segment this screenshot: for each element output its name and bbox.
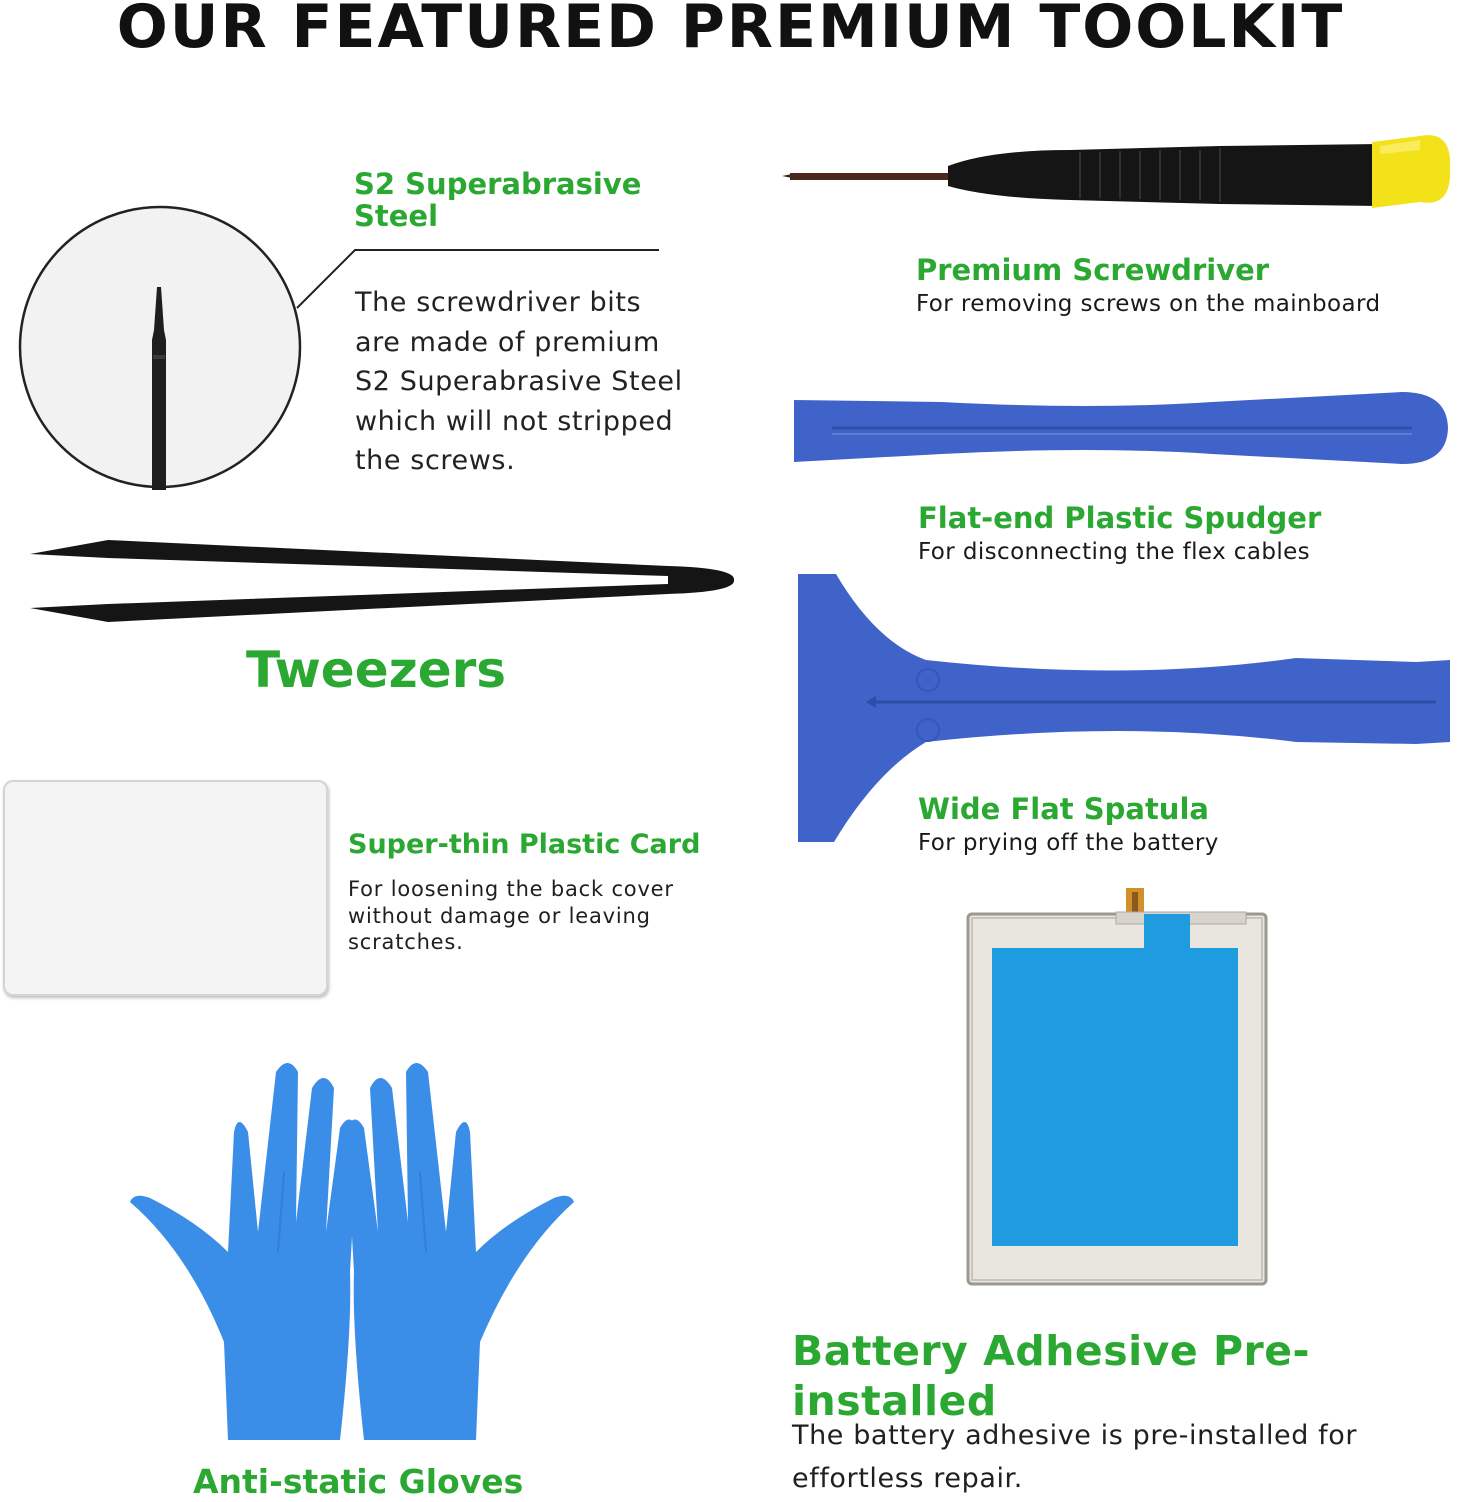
steel-heading [354, 168, 641, 232]
steel-heading-line: Steel [354, 199, 439, 233]
steel-description [355, 283, 683, 481]
tweezers-heading: Tweezers [246, 641, 507, 699]
card-heading: Super-thin Plastic Card [348, 829, 701, 860]
spudger-description: For disconnecting the flex cables [918, 539, 1311, 565]
battery-desc-line: The battery adhesive is pre-installed for [792, 1420, 1358, 1451]
steel-desc-line: are made of premium [355, 326, 660, 358]
screwdriver-image [780, 128, 1452, 210]
plastic-card-image [3, 780, 328, 996]
page-title: OUR FEATURED PREMIUM TOOLKIT [116, 0, 1345, 62]
battery-heading: Battery Adhesive Pre-installed [792, 1327, 1311, 1425]
steel-desc-line: The screwdriver bits [355, 287, 642, 318]
screwdriver-heading: Premium Screwdriver [916, 253, 1270, 287]
card-description [348, 876, 674, 956]
steel-heading-line: S2 Superabrasive [354, 167, 642, 201]
battery-desc-line: effortless repair. [792, 1463, 1023, 1494]
steel-desc-line: S2 Superabrasive Steel [355, 366, 683, 397]
gloves-heading: Anti-static Gloves [193, 1462, 524, 1501]
battery-image [966, 886, 1271, 1288]
card-desc-line: without damage or leaving [348, 903, 651, 928]
steel-desc-line: which will not stripped [355, 405, 674, 437]
steel-desc-line: the screws. [355, 445, 516, 476]
card-desc-line: For loosening the back cover [348, 877, 674, 901]
spatula-description: For prying off the battery [918, 830, 1219, 856]
spatula-heading: Wide Flat Spatula [918, 792, 1209, 826]
battery-description [792, 1414, 1357, 1500]
card-desc-line: scratches. [348, 930, 464, 954]
tweezers-image [28, 534, 738, 626]
gloves-image [128, 1052, 576, 1444]
spudger-image [792, 388, 1452, 468]
screwdriver-bit-closeup-image [18, 205, 308, 495]
spudger-heading: Flat-end Plastic Spudger [918, 501, 1322, 535]
screwdriver-description: For removing screws on the mainboard [916, 291, 1381, 317]
